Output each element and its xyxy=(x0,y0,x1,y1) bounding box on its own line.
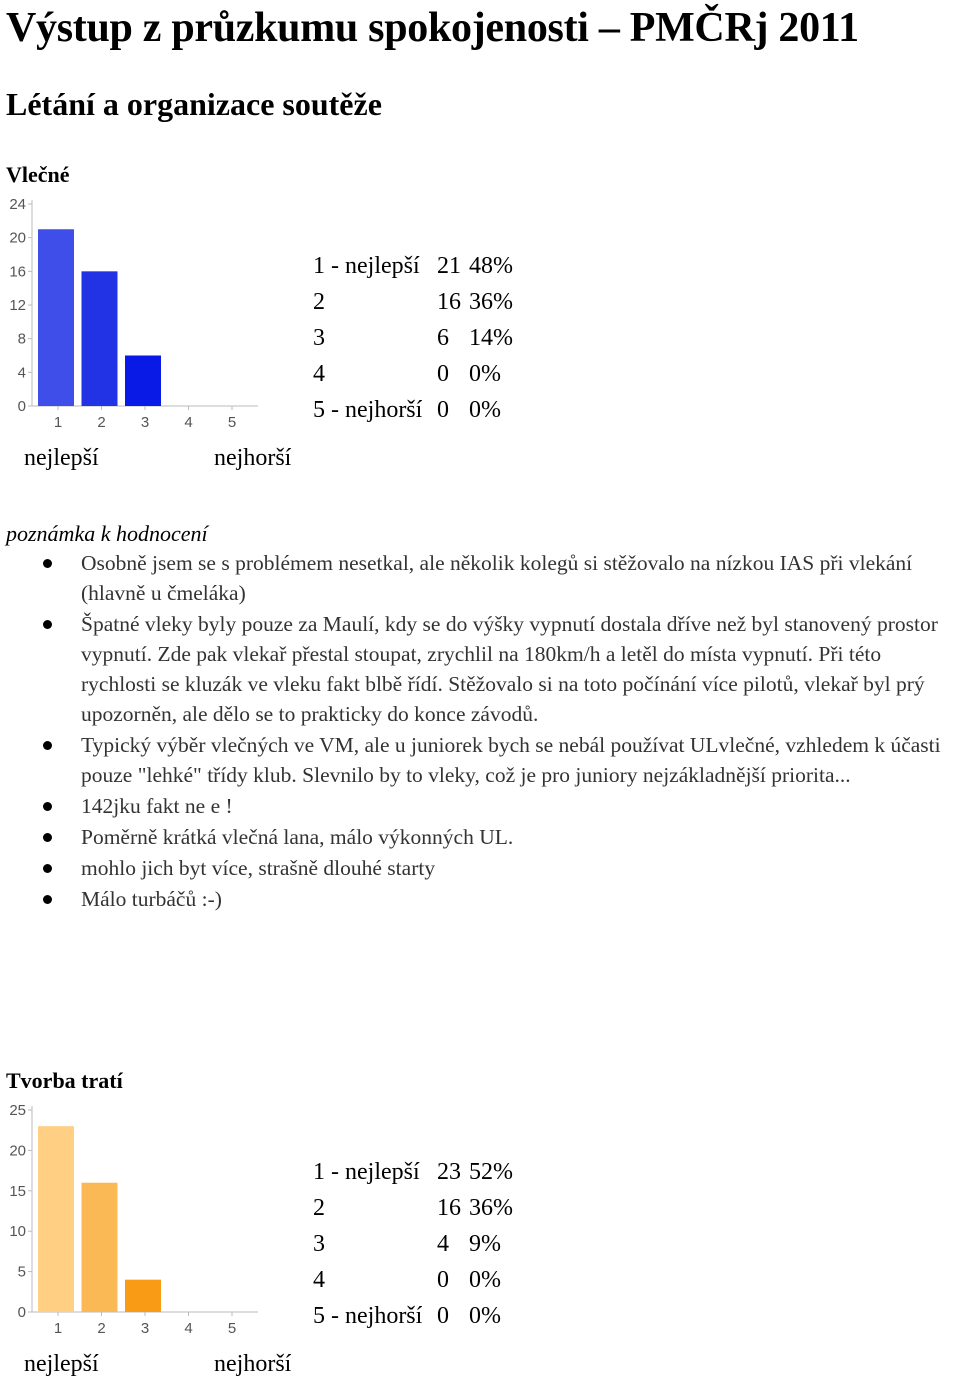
x-tick-label: 4 xyxy=(184,414,193,431)
y-tick-label: 4 xyxy=(17,364,26,382)
y-tick-label: 20 xyxy=(9,229,26,247)
result-row xyxy=(313,1262,513,1298)
page-subtitle: Létání a organizace soutěže xyxy=(6,86,382,122)
result-label: 3 xyxy=(313,325,325,351)
note-text: Málo turbáčů :-) xyxy=(81,887,222,911)
y-tick-label: 8 xyxy=(17,330,26,348)
result-label: 2 xyxy=(313,1195,325,1221)
result-count: 16 xyxy=(437,1195,461,1221)
result-label: 2 xyxy=(313,289,325,315)
result-count: 0 xyxy=(437,1303,449,1329)
note-text: Špatné vleky byly pouze za Maulí, kdy se do výšky vypnutí dostala dříve než byl stanovený prostor vypnutí. Zde pak vlekař přestal stoupat, zrychlil na 180km/h a letěl do místa vypnutí. Při této rychlosti se kluzák ve vleku fakt blbě řídí. Stěžovalo si na toto počínání více pilotů, vlekař byl prý upozorněn, ale dělo se to prakticky do konce závodů. xyxy=(81,612,938,726)
result-count: 0 xyxy=(437,361,449,387)
result-row xyxy=(313,356,513,392)
result-row xyxy=(313,392,513,428)
result-count: 21 xyxy=(437,253,461,279)
axis-label-worst: nejhorší xyxy=(214,445,292,471)
result-percent: 36% xyxy=(469,289,513,315)
result-percent: 36% xyxy=(469,1195,513,1221)
x-tick-label: 5 xyxy=(227,1320,237,1337)
section-title-tvorba-trati: Tvorba tratí xyxy=(6,1068,123,1093)
result-label: 4 xyxy=(313,1267,325,1293)
bar-chart-tvorba-trati xyxy=(0,1096,270,1346)
result-count: 23 xyxy=(437,1159,461,1185)
note-item xyxy=(0,884,960,914)
result-percent: 48% xyxy=(469,253,513,279)
result-label: 1 - nejlepší xyxy=(313,1159,420,1185)
result-label: 5 - nejhorší xyxy=(313,1303,423,1329)
result-label: 4 xyxy=(313,361,325,387)
results-table-vlecne xyxy=(313,248,513,428)
x-tick-label: 5 xyxy=(227,414,237,431)
note-text: 142jku fakt ne e ! xyxy=(81,794,233,818)
bar xyxy=(38,1126,74,1312)
y-tick-label: 12 xyxy=(9,297,26,314)
result-row xyxy=(313,284,513,320)
section-title-vlecne: Vlečné xyxy=(6,162,70,187)
x-tick-label: 3 xyxy=(140,414,150,431)
result-count: 0 xyxy=(437,397,449,423)
y-tick-label: 24 xyxy=(9,196,26,213)
note-text: Poměrně krátká vlečná lana, málo výkonných UL. xyxy=(81,825,514,849)
result-label: 3 xyxy=(313,1231,325,1257)
result-count: 4 xyxy=(437,1231,449,1257)
bullet-icon xyxy=(43,620,52,629)
y-tick-label: 5 xyxy=(17,1263,26,1281)
note-item xyxy=(0,822,960,852)
result-percent: 0% xyxy=(469,1267,501,1293)
bullet-icon xyxy=(43,559,52,568)
result-count: 16 xyxy=(437,289,461,315)
page-title: Výstup z průzkumu spokojenosti – PMČRj 2011 xyxy=(6,5,859,51)
x-tick-label: 2 xyxy=(97,414,106,431)
axis-label-best: nejlepší xyxy=(24,445,99,471)
bullet-icon xyxy=(43,833,52,842)
x-tick-label: 4 xyxy=(184,1320,193,1337)
result-count: 6 xyxy=(437,325,449,351)
axis-label-best: nejlepší xyxy=(24,1351,99,1377)
result-percent: 52% xyxy=(469,1159,513,1185)
note-text: Typický výběr vlečných ve VM, ale u juniorek bych se nebál používat ULvlečné, vzhledem k účasti pouze "lehké" třídy klub. Slevnilo by to vleky, což je pro juniory nejzákladnější priorita... xyxy=(81,733,941,787)
bar-chart-vlecne xyxy=(0,190,270,440)
axis-label-worst: nejhorší xyxy=(214,1351,292,1377)
bullet-icon xyxy=(43,741,52,750)
bullet-icon xyxy=(43,802,52,811)
result-percent: 14% xyxy=(469,325,513,351)
note-item xyxy=(0,548,960,608)
result-percent: 0% xyxy=(469,397,501,423)
note-item xyxy=(0,609,960,729)
result-label: 5 - nejhorší xyxy=(313,397,423,423)
note-item xyxy=(0,853,960,883)
result-row xyxy=(313,248,513,284)
x-tick-label: 1 xyxy=(53,414,63,431)
y-tick-label: 15 xyxy=(9,1182,26,1200)
bar xyxy=(82,1183,118,1312)
x-tick-label: 2 xyxy=(97,1320,106,1337)
result-row xyxy=(313,1190,513,1226)
results-table-tvorba-trati xyxy=(313,1154,513,1334)
result-count: 0 xyxy=(437,1267,449,1293)
x-tick-label: 1 xyxy=(53,1320,63,1337)
note-item xyxy=(0,730,960,790)
notes-list xyxy=(0,548,960,915)
note-text: mohlo jich byt více, strašně dlouhé starty xyxy=(81,856,436,880)
result-label: 1 - nejlepší xyxy=(313,253,420,279)
result-row xyxy=(313,1298,513,1334)
y-tick-label: 16 xyxy=(9,263,26,281)
bullet-icon xyxy=(43,864,52,873)
y-tick-label: 10 xyxy=(9,1223,26,1241)
result-row xyxy=(313,1154,513,1190)
result-row xyxy=(313,1226,513,1262)
y-tick-label: 25 xyxy=(9,1102,26,1119)
bar xyxy=(82,271,118,406)
result-percent: 0% xyxy=(469,1303,501,1329)
result-percent: 0% xyxy=(469,361,501,387)
y-tick-label: 0 xyxy=(17,1304,26,1321)
bullet-icon xyxy=(43,895,52,904)
bar xyxy=(125,1280,161,1312)
result-percent: 9% xyxy=(469,1231,501,1257)
note-title: poznámka k hodnocení xyxy=(6,521,208,546)
y-tick-label: 20 xyxy=(9,1142,26,1160)
bar xyxy=(125,356,161,407)
note-item xyxy=(0,791,960,821)
x-tick-label: 3 xyxy=(140,1320,150,1337)
bar xyxy=(38,229,74,406)
note-text: Osobně jsem se s problémem nesetkal, ale několik kolegů si stěžovalo na nízkou IAS při vlekání (hlavně u čmeláka) xyxy=(81,551,913,605)
result-row xyxy=(313,320,513,356)
y-tick-label: 0 xyxy=(17,398,26,415)
